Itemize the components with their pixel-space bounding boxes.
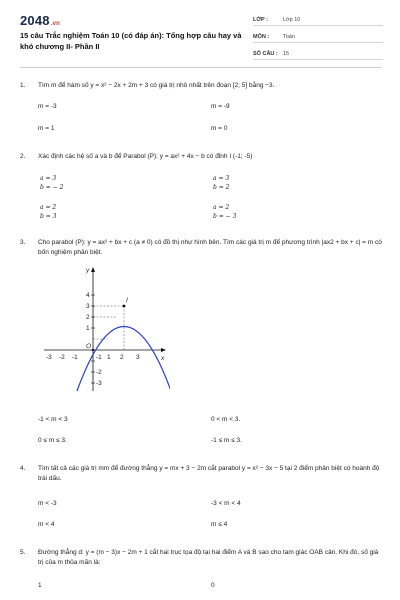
system-line: b = − 3 — [213, 213, 237, 220]
question-text: Tìm tất cả các giá trị mm để đường thẳng y = mx + 3 − 2m cắt parabol y = x² − 3x − 5 tại 2 điểm phân biệt có hoành độ trái dấu. — [38, 465, 380, 482]
question-1 — [20, 81, 384, 91]
question-number: 5. — [20, 549, 26, 556]
y-tick-label: 1 — [86, 325, 90, 332]
question-2 — [20, 152, 384, 162]
answer-option-a[interactable]: -1 < m < 3 — [38, 416, 68, 423]
question-number: 4. — [20, 465, 26, 472]
x-axis-label: x — [161, 355, 165, 362]
question-number: 3. — [20, 239, 26, 246]
system-line: a = 2 — [213, 204, 230, 211]
x-tick-label: -2 — [59, 354, 65, 361]
answer-option-c[interactable] — [40, 203, 57, 221]
question-text: Xác định các hệ số a và b để Parabol (P): y = ax² + 4x − b có đỉnh I (-1; -5) — [38, 153, 253, 160]
y-tick-label: 4 — [86, 292, 90, 299]
system-line: b = 3 — [40, 213, 57, 220]
question-number: 1. — [20, 82, 26, 89]
meta-label: LỚP : — [253, 17, 268, 23]
site-logo[interactable] — [20, 13, 60, 28]
x-tick-label: -3 — [46, 354, 52, 361]
meta-value: Lớp 10 — [283, 17, 301, 23]
system-line: b = − 2 — [40, 184, 64, 191]
question-text: Cho parabol (P): y = ax² + bx + c (a ≠ 0) có đồ thị như hình bên. Tìm các giá trị m để phương trình |ax2 + bx + c| = m có bốn nghiệm phân biệt. — [38, 239, 382, 256]
answer-option-c[interactable]: m = 1 — [38, 125, 55, 132]
answer-option-a[interactable]: m < -3 — [38, 500, 57, 507]
vertex-point — [123, 305, 126, 308]
answer-option-c[interactable]: m < 4 — [38, 521, 55, 528]
x-axis-arrow — [161, 348, 166, 352]
answer-option-a[interactable]: m = -3 — [38, 103, 57, 110]
system-line: a = 3 — [40, 175, 57, 182]
parabola-graph — [40, 263, 170, 393]
answer-option-b[interactable]: -3 < m < 4 — [211, 500, 241, 507]
question-4 — [20, 464, 384, 484]
meta-value: 15 — [283, 51, 290, 57]
answer-option-a[interactable]: 1 — [38, 582, 42, 589]
header-divider — [20, 67, 382, 68]
answer-option-b[interactable]: 0 — [211, 582, 215, 589]
answer-option-d[interactable]: m ≤ 4 — [211, 521, 228, 528]
meta-label: MÔN : — [253, 34, 270, 40]
answer-option-b[interactable]: 0 < m < 3. — [211, 416, 241, 423]
question-3 — [20, 238, 384, 258]
meta-row-class — [253, 12, 383, 26]
y-tick-label: -3 — [96, 380, 102, 387]
y-tick-label: -1 — [96, 354, 102, 361]
y-tick-label: -2 — [96, 369, 102, 376]
answer-option-d[interactable]: m = 0 — [211, 125, 228, 132]
meta-row-subject — [253, 29, 383, 43]
system-line: a = 2 — [40, 204, 57, 211]
question-text: Tìm m để hàm số y = x² − 2x + 2m + 3 có giá trị nhỏ nhất trên đoạn [2; 5] bằng −3. — [38, 82, 275, 89]
logo-text: 2048 — [20, 13, 50, 28]
logo-suffix: .vn — [50, 21, 61, 27]
system-line: b = 2 — [213, 184, 230, 191]
x-tick-label: 2 — [120, 354, 124, 361]
meta-value: Toán — [283, 34, 295, 40]
x-tick-label: 1 — [107, 354, 111, 361]
x-tick-label: -1 — [72, 354, 78, 361]
meta-label: SỐ CÂU : — [253, 51, 278, 57]
answer-option-b[interactable] — [213, 174, 230, 192]
origin-label: O — [86, 343, 92, 350]
question-5 — [20, 548, 384, 568]
meta-row-count — [253, 46, 383, 60]
answer-option-d[interactable] — [213, 203, 236, 221]
y-axis-arrow — [91, 267, 95, 272]
y-tick-label: 2 — [86, 314, 90, 321]
document-title: 15 câu Trắc nghiệm Toán 10 (có đáp án): Tổng hợp câu hay và khó chương II- Phần II — [20, 31, 242, 51]
y-axis-label: y — [86, 267, 90, 274]
answer-option-b[interactable]: m = -9 — [211, 103, 230, 110]
vertex-label: I — [126, 297, 128, 304]
answer-option-d[interactable]: -1 ≤ m ≤ 3. — [211, 437, 242, 444]
question-text: Đường thẳng d: y = (m − 3)x − 2m + 1 cắt hai trục tọa độ tại hai điểm A và B sao cho tam giác OAB cân. Khi đó, số giá trị của m thỏa mãn là: — [38, 549, 379, 566]
y-tick-label: 3 — [86, 303, 90, 310]
origin-point — [92, 349, 94, 351]
meta-panel — [253, 12, 383, 63]
answer-option-a[interactable] — [40, 174, 63, 192]
system-line: a = 3 — [213, 175, 230, 182]
x-tick-label: 3 — [136, 354, 140, 361]
question-number: 2. — [20, 153, 26, 160]
answer-option-c[interactable]: 0 ≤ m ≤ 3. — [38, 437, 67, 444]
